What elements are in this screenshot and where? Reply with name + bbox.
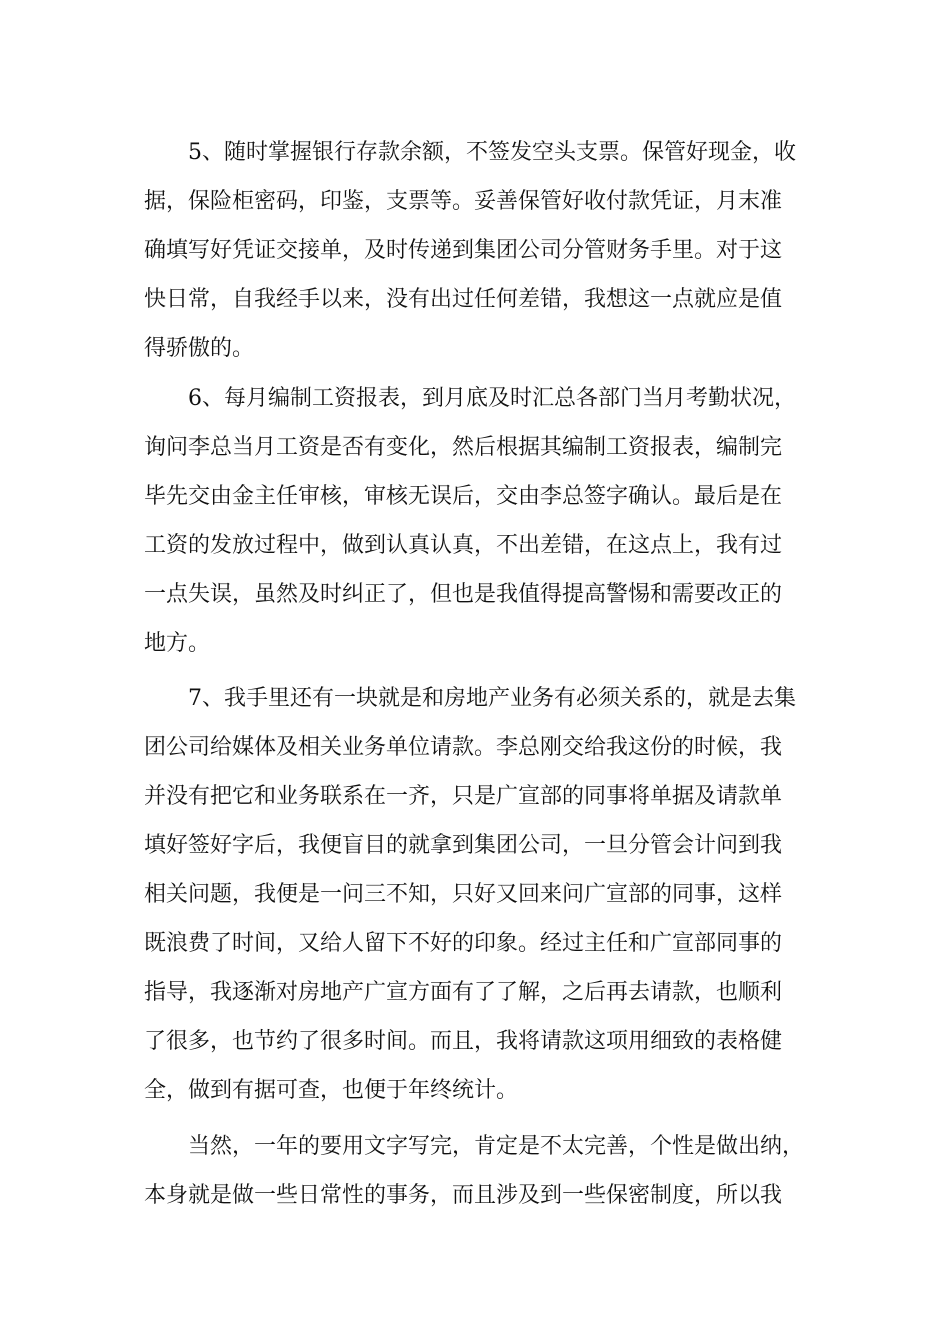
text-line: 据，保险柜密码，印鉴，支票等。妥善保管好收付款凭证，月末准 bbox=[144, 189, 783, 214]
paragraph-5-bank-and-cash bbox=[144, 128, 796, 373]
text-line: 地方。 bbox=[144, 631, 211, 656]
text-line: 团公司给媒体及相关业务单位请款。李总刚交给我这份的时候，我 bbox=[144, 735, 783, 760]
text-line: 指导，我逐渐对房地产广宣方面有了了解，之后再去请款，也顺利 bbox=[144, 980, 783, 1005]
text-line: 填好签好字后，我便盲目的就拿到集团公司，一旦分管会计问到我 bbox=[144, 833, 783, 858]
paragraph-conclusion bbox=[144, 1122, 804, 1220]
text-line: 当然，一年的要用文字写完，肯定是不太完善，个性是做出纳， bbox=[188, 1134, 805, 1159]
text-line: 得骄傲的。 bbox=[144, 336, 255, 361]
paragraph-7-payment-requests bbox=[144, 674, 796, 1115]
text-line: 毕先交由金主任审核，审核无误后，交由李总签字确认。最后是在 bbox=[144, 484, 783, 509]
text-line: 本身就是做一些日常性的事务，而且涉及到一些保密制度，所以我 bbox=[144, 1183, 783, 1208]
text-line: 快日常，自我经手以来，没有出过任何差错，我想这一点就应是值 bbox=[144, 287, 783, 312]
text-line: 既浪费了时间，又给人留下不好的印象。经过主任和广宣部同事的 bbox=[144, 931, 783, 956]
text-line: 确填写好凭证交接单，及时传递到集团公司分管财务手里。对于这 bbox=[144, 238, 783, 263]
text-line: 5、随时掌握银行存款余额，不签发空头支票。保管好现金，收 bbox=[188, 140, 796, 165]
text-line: 相关问题，我便是一问三不知，只好又回来问广宣部的同事，这样 bbox=[144, 882, 783, 907]
text-line: 工资的发放过程中，做到认真认真，不出差错，在这点上，我有过 bbox=[144, 533, 783, 558]
text-line: 了很多，也节约了很多时间。而且，我将请款这项用细致的表格健 bbox=[144, 1029, 783, 1054]
text-line: 6、每月编制工资报表，到月底及时汇总各部门当月考勤状况， bbox=[188, 386, 796, 411]
text-line: 全，做到有据可查，也便于年终统计。 bbox=[144, 1078, 519, 1103]
text-line: 7、我手里还有一块就是和房地产业务有必须关系的，就是去集 bbox=[188, 686, 796, 711]
text-line: 一点失误，虽然及时纠正了，但也是我值得提高警惕和需要改正的 bbox=[144, 582, 783, 607]
text-line: 询问李总当月工资是否有变化，然后根据其编制工资报表，编制完 bbox=[144, 435, 783, 460]
text-line: 并没有把它和业务联系在一齐，只是广宣部的同事将单据及请款单 bbox=[144, 784, 783, 809]
paragraph-6-payroll bbox=[144, 374, 796, 668]
